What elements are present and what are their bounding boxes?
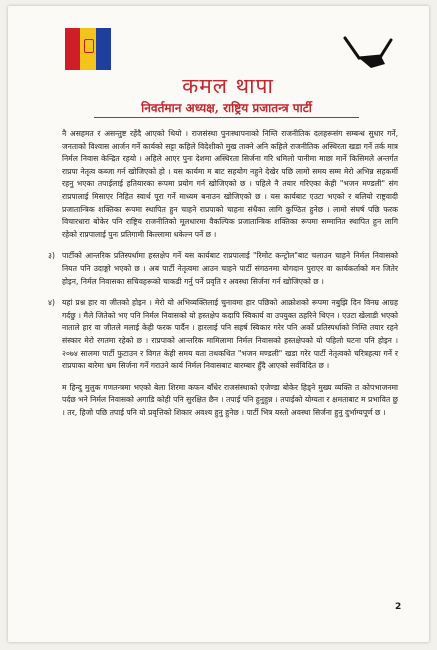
paragraph-text: म हिन्दु मुलुक गणतन्त्रमा भएको बेला शिरमा कफन बाँधेर राजसंस्थाको एजेण्डा बोकेर हिड्ने मुख्य व्यक्ति त कोपभाजनमा पर्दछ भने निर्मल निवासको अगाडि कोही पनि सुरक्षित छैन । तपाई पनि हुनुहुन्न । तपाईको योग्यता र क्षमताबाट म प्रभावित छु । तर, हिजो पछि तपाई पनि यो प्रवृत्तिको शिकार अवश्य हुनु हुनेछ । पार्टी भित्र यस्तो अवस्था सिर्जना हुनु दुर्भाग्यपूर्ण छ । — [62, 382, 398, 417]
party-flag-icon — [65, 28, 111, 70]
paragraph-text: यहां प्रश्न हार वा जीतको होइन । मेरो यो अभिव्यक्तिलाई चुनावमा हार पछिको आक्रोशको रूपमा नबुझि दिन विनम्र आग्रह गर्दछु । मैले जितेको भए पनि निर्मल निवासको यो हस्तक्षेप कदापि स्विकार्य वा उपयुक्त ठहरिने थिएन । एउटा खेलाडी भएको नाताले हार वा जीतले मलाई केही फरक पार्दैन । हारलाई पनि सहर्ष स्विकार गरेर पनि अर्को प्रतिस्पर्धाको निम्ति तयार रहने संस्कार मेरो रगतमा रहेको छ । राप्रपाको आन्तरिक मामिलामा निर्मल निवासको हस्तक्षेपको यो पहिलो घटना पनि होइन । २०७४ सालमा पार्टी फुटाउन र विगत केही समय यता तथकथित "भजन मण्डली" खडा गरेर पार्टी नेतृत्वको चरित्रहत्या गर्ने र राप्रपाका बारेमा भ्रम सिर्जना गर्ने गराउने कार्य निर्मल निवासबाट बारम्बार हुँदै आएको सर्वविदित छ । — [62, 298, 398, 371]
paragraph-text: नै असहमत र असन्तुष्ट रहेंदै आएको थियो । राजसंस्था पुनःस्थापनाको निम्ति राजनीतिक दलहरूसंग सम्बन्ध सुधार गर्ने, जनताको विश्वास आर्जन गर्ने कार्यको सट्टा कहिले विदेशीको मुख ताक्ने अनि कहिले राजनीतिक अस्थिरता खडा गर्ने तर्क मात्र निर्मल निवास केन्द्रित रहयो । अहिले आएर पुनः देशमा अस्थिरता सिर्जना गरि धमिलो पानीमा माछा मार्ने किसिमले अन्तर्गत राप्रपा नेतृत्व कब्जा गर्न खोजिएको हो । यस कार्यमा म बाट सहयोग नहुने देखेर पछि लामो समय सम्म मेरो अभिन्न सहकर्मी रहनु भएका तपाईलाई हतियारका रूपमा प्रयोग गर्न खोजिएको छ । पहिले नै तयार गरिएका केही "भजन मण्डली" संग राप्रपालाई मिसाएर निहित स्वार्थ पूरा गर्ने माध्यम बनाउन खोजिएको छ । यस कार्यबाट एउटा भएको र बलियो राष्ट्रवादी प्रजातान्त्रिक शक्तिका रूपमा स्थापित हुन चाहने राप्रपाको चाहना संधैका लागि कुण्ठित हुनेछ । लामो संघर्ष पछि फरक विचारधारा बोकेर पनि राष्ट्रिय राजनीतिको मूलधारमा वैकल्पिक प्रजातान्त्रिक शक्तिका रूपमा सम्मानित स्थापित हुन लागि रहेको राप्रपालाई पुनः प्रतिगामी किल्लामा धकेल्न पर्ने छ । — [62, 129, 398, 239]
flag-stripe-red — [65, 28, 80, 70]
flag-emblem-icon — [84, 39, 94, 53]
author-name: कमल थापा — [182, 74, 274, 98]
paragraph — [48, 382, 398, 420]
paragraph-number: ३) — [48, 251, 55, 261]
flag-stripe-yellow — [80, 28, 95, 70]
page-number: 2 — [395, 602, 402, 612]
paragraph — [48, 297, 398, 373]
author-title: निवर्तमान अध्यक्ष, राष्ट्रिय प्रजातन्त्र पार्टी — [94, 99, 359, 118]
paragraph — [48, 250, 398, 288]
plough-icon — [341, 34, 395, 74]
letter-page — [8, 6, 429, 642]
letter-body — [48, 128, 398, 428]
paragraph — [48, 128, 398, 241]
paragraph-number: ४) — [48, 298, 55, 308]
flag-stripe-blue — [96, 28, 111, 70]
paragraph-text: पार्टीको आन्तरिक प्रतिस्पर्धामा हस्तक्षेप गर्ने यस कार्यबाट राप्रपालाई "रिमोट कन्ट्रोल"बाट चलाउन चाहने निर्मल निवासको नियत पनि उदाङ्गो भएको छ । अब पार्टी नेतृत्वमा आउन चाहने पार्टी संगठनमा योगदान पुराएर वा कार्यकर्ताको मन जितेर होइन, निर्मल निवासका सचिवहरूको चाकडी गर्नु पर्ने प्रवृति र अवस्था सिर्जना गर्न खोजिएको छ । — [62, 251, 398, 286]
